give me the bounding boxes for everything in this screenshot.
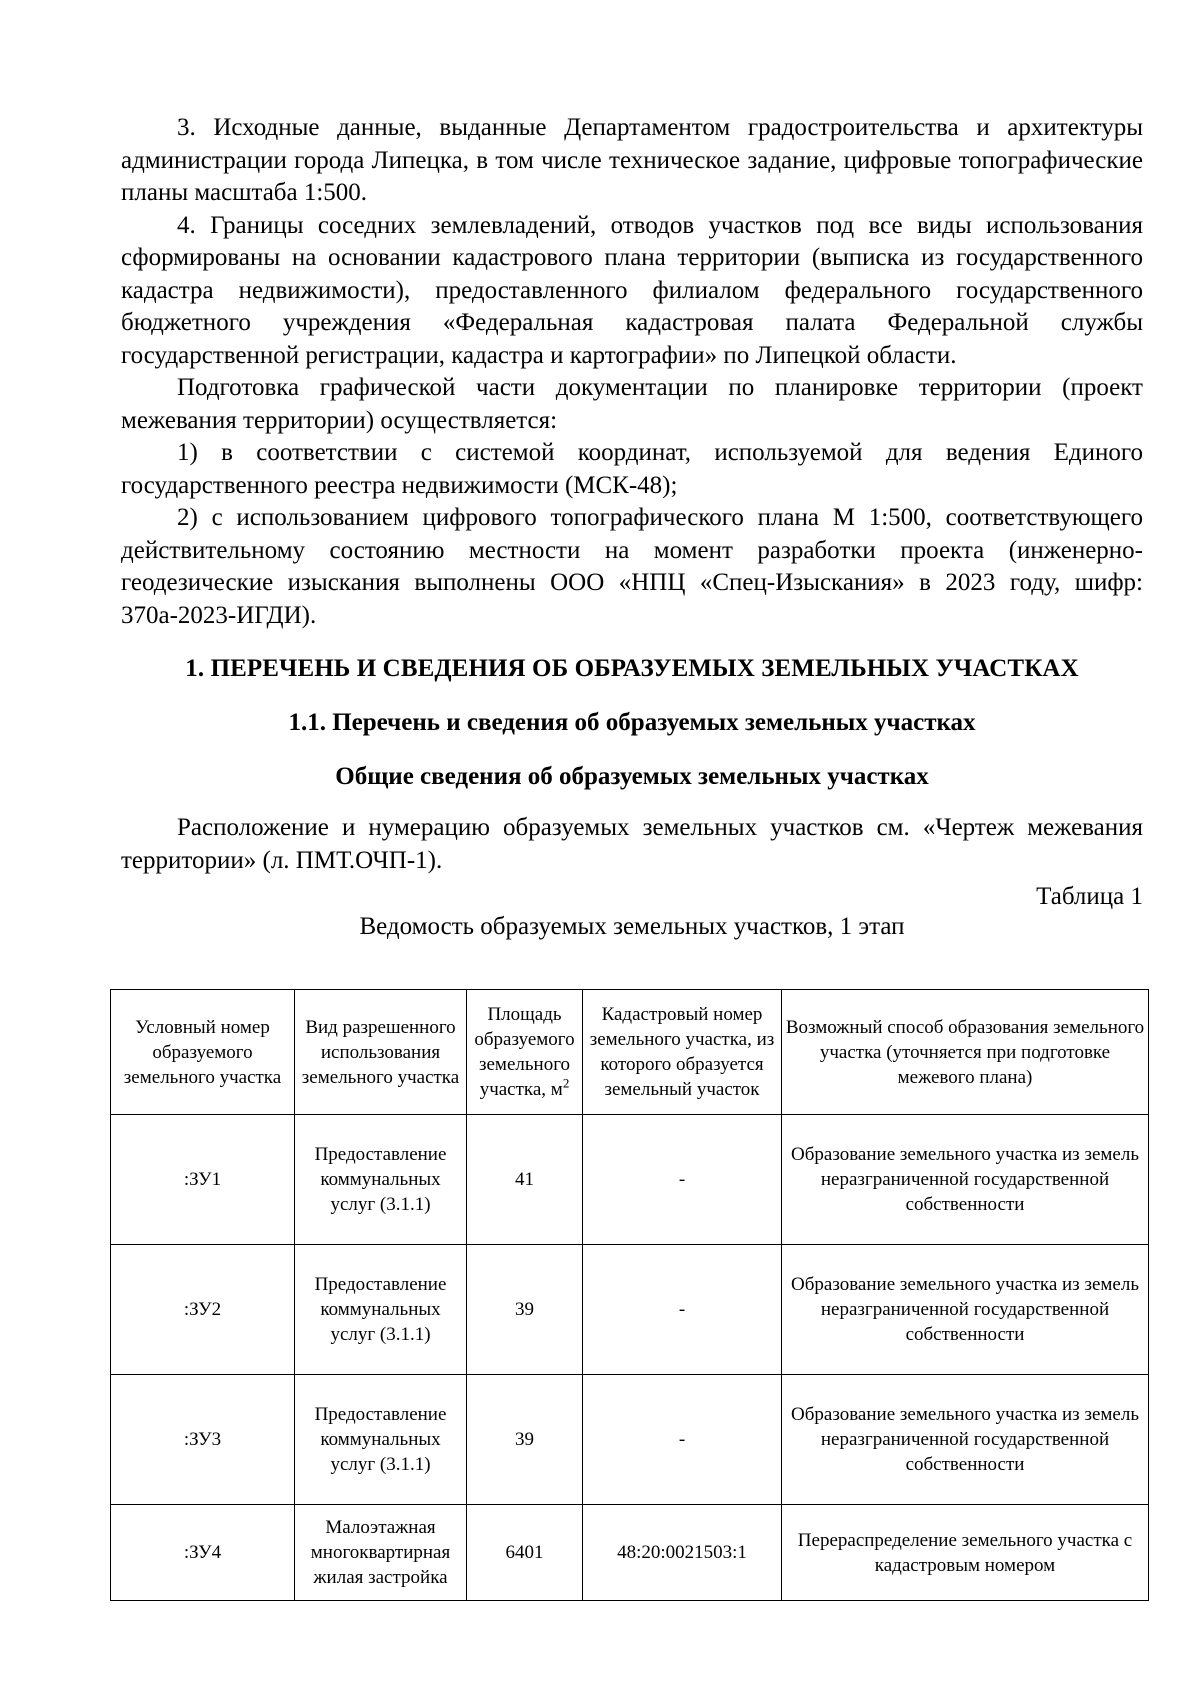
header-area-label: Площадь образуемого земельного участка, м [474,1004,575,1100]
table-title: Ведомость образуемых земельных участков, 1 этап [359,913,905,940]
table-number: Таблица 1 [1036,883,1143,910]
land-plots-table [110,989,1149,1601]
header-cadastral-number: Кадастровый номер земельного участка, из которого образуется земельный участок [583,990,782,1115]
table-header-row [111,990,1149,1115]
cell-plot-number: :ЗУ4 [111,1505,295,1601]
cell-area: 6401 [467,1505,583,1601]
paragraph-source-data: 3. Исходные данные, выданные Департаментом градостроительства и архитектуры администрации города Липецка, в том числе техническое задание, цифровые топографические планы масштаба 1:500. [121,114,1143,206]
paragraph-preparation: Подготовка графической части документации по планировке территории (проект межевания территории) осуществляется: [121,374,1143,434]
location-paragraph: Расположение и нумерацию образуемых земельных участков см. «Чертеж межевания территории» (л. ПМТ.ОЧП-1). [121,814,1143,874]
general-heading: Общие сведения об образуемых земельных участках [335,763,929,790]
cell-area: 41 [467,1115,583,1245]
table-row [111,1505,1149,1601]
cell-plot-number: :ЗУ2 [111,1245,295,1375]
cell-cadastral-number: - [583,1375,782,1505]
paragraph-item-1: 1) в соответствии с системой координат, используемой для ведения Единого государственного реестра недвижимости (МСК-48); [121,439,1143,499]
cell-plot-number: :ЗУ3 [111,1375,295,1505]
table-row [111,1115,1149,1245]
cell-cadastral-number: 48:20:0021503:1 [583,1505,782,1601]
cell-plot-number: :ЗУ1 [111,1115,295,1245]
cell-area: 39 [467,1375,583,1505]
section-heading: 1. ПЕРЕЧЕНЬ И СВЕДЕНИЯ ОБ ОБРАЗУЕМЫХ ЗЕМЕЛЬНЫХ УЧАСТКАХ [185,655,1079,682]
header-plot-number: Условный номер образуемого земельного участка [111,990,295,1115]
cell-formation-method: Образование земельного участка из земель неразграниченной государственной собственности [782,1375,1149,1505]
cell-permitted-use: Малоэтажная многоквартирная жилая застройка [295,1505,467,1601]
table-row [111,1375,1149,1505]
cell-cadastral-number: - [583,1245,782,1375]
cell-area: 39 [467,1245,583,1375]
table-row [111,1245,1149,1375]
header-area [467,990,583,1115]
cell-formation-method: Образование земельного участка из земель неразграниченной государственной собственности [782,1245,1149,1375]
cell-formation-method: Образование земельного участка из земель неразграниченной государственной собственности [782,1115,1149,1245]
header-area-sup: 2 [562,1075,570,1091]
paragraph-item-2: 2) с использованием цифрового топографического плана М 1:500, соответствующего действительному состоянию местности на момент разработки проекта (инженерно-геодезические изыскания выполнены ООО «НПЦ «Спец-Изыскания» в 2023 году, шифр: 370а-2023-ИГДИ). [121,504,1143,629]
cell-permitted-use: Предоставление коммунальных услуг (3.1.1) [295,1115,467,1245]
header-permitted-use: Вид разрешенного использования земельного участка [295,990,467,1115]
cell-permitted-use: Предоставление коммунальных услуг (3.1.1) [295,1375,467,1505]
subsection-heading: 1.1. Перечень и сведения об образуемых земельных участках [288,709,976,736]
paragraph-boundaries: 4. Границы соседних землевладений, отводов участков под все виды использования сформированы на основании кадастрового плана территории (выписка из государственного кадастра недвижимости), предоставленного филиалом федерального государственного бюджетного учреждения «Федеральная кадастровая палата Федеральной службы государственной регистрации, кадастра и картографии» по Липецкой области. [121,211,1143,369]
cell-cadastral-number: - [583,1115,782,1245]
cell-permitted-use: Предоставление коммунальных услуг (3.1.1) [295,1245,467,1375]
document-page [121,112,1143,941]
cell-formation-method: Перераспределение земельного участка с кадастровым номером [782,1505,1149,1601]
header-formation-method: Возможный способ образования земельного участка (уточняется при подготовке межевого плана) [782,990,1149,1115]
